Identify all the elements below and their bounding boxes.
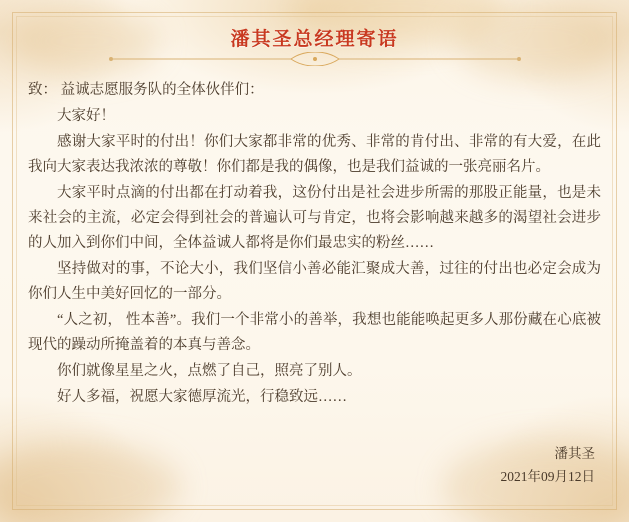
letter-paragraph: 你们就像星星之火，点燃了自己，照亮了别人。 [57,363,362,379]
letter-paragraph: 感谢大家平时的付出！你们大家都非常的优秀、非常的肯付出、非常的有大爱，在此我向大家表达我浓浓的尊敬！你们都是我的偶像，也是我们益诚的一张亮丽名片。 [28,134,601,175]
letter-paragraph: “人之初， 性本善”。我们一个非常小的善举，我想也能能唤起更多人那份藏在心底被现代的躁动所掩盖着的本真与善念。 [28,312,601,353]
signature-block [501,442,596,488]
letter-body [28,78,601,492]
signature-name: 潘其圣 [554,446,595,461]
letter-paragraph: 大家好！ [57,108,115,124]
letter-paragraph: 好人多福，祝愿大家德厚流光，行稳致远…… [57,389,347,405]
title-divider-ornament [0,52,629,66]
page-title: 潘其圣总经理寄语 [230,29,399,50]
letter-salutation: 致： 益诚志愿服务队的全体伙伴们： [28,82,264,98]
signature-date: 2021年09月12日 [500,469,595,484]
letter-paragraph: 坚持做对的事，不论大小，我们坚信小善必能汇聚成大善，过往的付出也必定会成为你们人生中美好回忆的一部分。 [28,261,601,302]
letter-paragraph: 大家平时点滴的付出都在打动着我，这份付出是社会进步所需的那股正能量，也是未来社会的主流，必定会得到社会的普遍认可与肯定，也将会影响越来越多的渴望社会进步的人加入到你们中间，全体益诚人都将是你们最忠实的粉丝…… [28,185,601,251]
title-container [0,24,629,51]
